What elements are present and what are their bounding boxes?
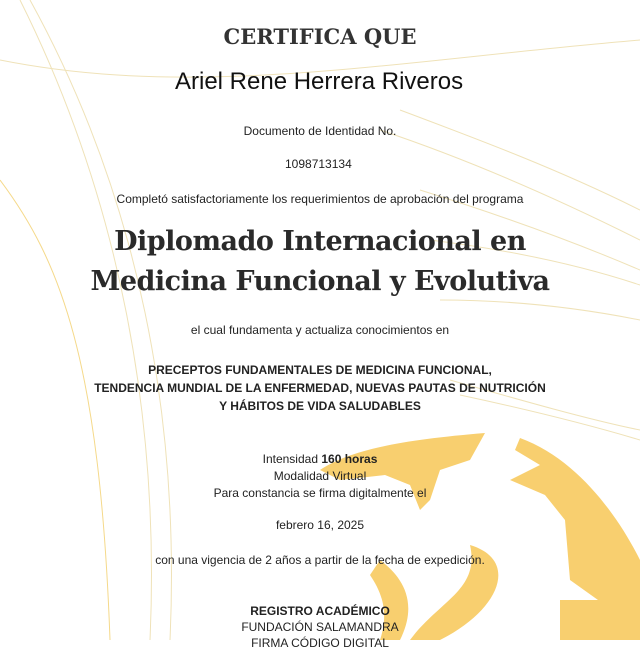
program-title-line2: Medicina Funcional y Evolutiva xyxy=(90,266,550,297)
details-block xyxy=(0,451,640,502)
topics-list xyxy=(0,361,640,415)
identity-label: Documento de Identidad No. xyxy=(243,124,397,138)
certificate-heading: CERTIFICA QUE xyxy=(223,24,417,49)
topic-line: PRECEPTOS FUNDAMENTALES DE MEDICINA FUNCIONAL, xyxy=(148,363,492,377)
recipient-name: Ariel Rene Herrera Riveros xyxy=(175,68,464,95)
signature-text: Para constancia se firma digitalmente el xyxy=(213,486,427,500)
topic-line: TENDENCIA MUNDIAL DE LA ENFERMEDAD, NUEVAS PAUTAS DE NUTRICIÓN xyxy=(94,381,546,395)
intensity-value: 160 horas xyxy=(321,452,378,466)
issue-date: febrero 16, 2025 xyxy=(275,518,365,532)
completion-text: Completó satisfactoriamente los requerimientos de aprobación del programa xyxy=(116,192,524,206)
signature-code: FIRMA CÓDIGO DIGITAL xyxy=(251,636,389,650)
topic-line: Y HÁBITOS DE VIDA SALUDABLES xyxy=(219,399,421,413)
modality: Modalidad Virtual xyxy=(273,469,367,483)
identity-number: 1098713134 xyxy=(285,157,352,171)
footer-block xyxy=(0,603,640,651)
intensity-label: Intensidad xyxy=(262,452,318,466)
organization-name: FUNDACIÓN SALAMANDRA xyxy=(241,620,399,634)
registry-label: REGISTRO ACADÉMICO xyxy=(250,604,390,618)
foundation-text: el cual fundamenta y actualiza conocimientos en xyxy=(190,323,450,337)
program-title-line1: Diplomado Internacional en xyxy=(114,226,526,257)
validity-text: con una vigencia de 2 años a partir de la fecha de expedición. xyxy=(155,553,485,567)
